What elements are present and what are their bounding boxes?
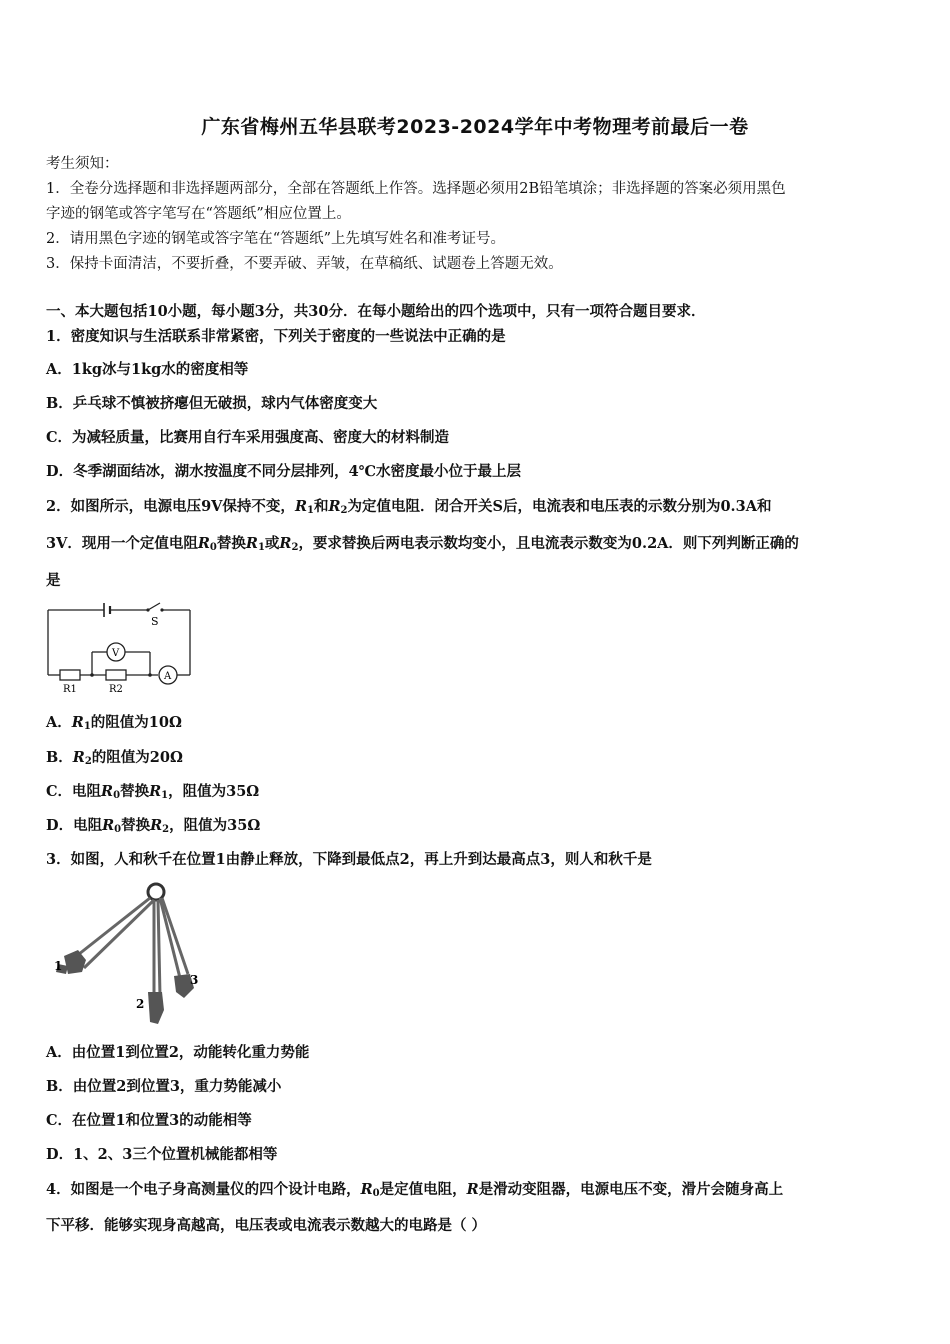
section-heading: 一、本大题包括10小题，每小题3分，共30分．在每小题给出的四个选项中，只有一项符合题目要求． xyxy=(46,303,706,320)
question-1-stem: 1．密度知识与生活联系非常紧密，下列关于密度的一些说法中正确的是 xyxy=(46,328,506,345)
notice-item: 1．全卷分选择题和非选择题两部分，全部在答题纸上作答。选择题必须用2B铅笔填涂；非选择题的答案必须用黑色 xyxy=(46,181,786,197)
r2-label: R2 xyxy=(109,684,123,695)
question-2-line-1: 2．如图所示，电源电压9V保持不变，$R_1$和$R_2$为定值电阻．闭合开关S后，电流表和电压表的示数分别为0.3A和 xyxy=(46,498,772,516)
q2-option-d: D．电阻$R_0$替换$R_2$，阻值为35Ω xyxy=(46,817,261,835)
swing-label-1: 1 xyxy=(54,959,63,973)
q3-option-a: A．由位置1到位置2，动能转化重力势能 xyxy=(46,1044,310,1061)
q2-option-a: A．$R_1$的阻值为10Ω xyxy=(46,714,182,732)
question-4-line-1: 4．如图是一个电子身高测量仪的四个设计电路，$R_0$是定值电阻，R是滑动变阻器，电源电压不变，滑片会随身高上 xyxy=(46,1181,784,1199)
question-3-stem: 3．如图，人和秋千在位置1由静止释放，下降到最低点2，再上升到达最高点3，则人和秋千是 xyxy=(46,851,652,868)
question-4-line-2: 下平移．能够实现身高越高，电压表或电流表示数越大的电路是（ ） xyxy=(46,1217,487,1234)
swing-label-2: 2 xyxy=(136,997,145,1011)
r1-label: R1 xyxy=(63,684,77,695)
notice-item: 字迹的钢笔或答字笔写在“答题纸”相应位置上。 xyxy=(46,206,351,222)
ammeter-label: A xyxy=(164,671,172,682)
question-2-line-2: 3V．现用一个定值电阻$R_0$替换$R_1$或$R_2$，要求替换后两电表示数均变小，且电流表示数变为0.2A．则下列判断正确的 xyxy=(46,535,799,553)
swing-label-3: 3 xyxy=(190,973,199,987)
question-2-line-3: 是 xyxy=(46,572,61,589)
q3-option-c: C．在位置1和位置3的动能相等 xyxy=(46,1112,252,1129)
q3-option-d: D．1、2、3三个位置机械能都相等 xyxy=(46,1146,278,1163)
voltmeter-label: V xyxy=(112,648,120,659)
q1-option-c: C．为减轻质量，比赛用自行车采用强度高、密度大的材料制造 xyxy=(46,429,450,446)
q1-option-d: D．冬季湖面结冰，湖水按温度不同分层排列，4℃水密度最小位于最上层 xyxy=(46,463,522,480)
q1-option-a: A．1kg冰与1kg水的密度相等 xyxy=(46,361,249,378)
swing-figure xyxy=(44,878,214,1030)
q3-option-b: B．由位置2到位置3，重力势能减小 xyxy=(46,1078,282,1095)
q2-option-c: C．电阻$R_0$替换$R_1$，阻值为35Ω xyxy=(46,783,260,801)
page-title: 广东省梅州五华县联考2023-2024学年中考物理考前最后一卷 xyxy=(201,116,749,138)
notice-item: 2．请用黑色字迹的钢笔或答字笔在“答题纸”上先填写姓名和准考证号。 xyxy=(46,231,506,247)
circuit-diagram xyxy=(44,598,194,696)
notice-item: 3．保持卡面清洁，不要折叠，不要弄破、弄皱，在草稿纸、试题卷上答题无效。 xyxy=(46,256,563,272)
notice-heading: 考生须知： xyxy=(46,156,119,172)
q1-option-b: B．乒乓球不慎被挤瘪但无破损，球内气体密度变大 xyxy=(46,395,378,412)
q2-option-b: B．$R_2$的阻值为20Ω xyxy=(46,749,183,767)
switch-label: S xyxy=(151,615,159,628)
